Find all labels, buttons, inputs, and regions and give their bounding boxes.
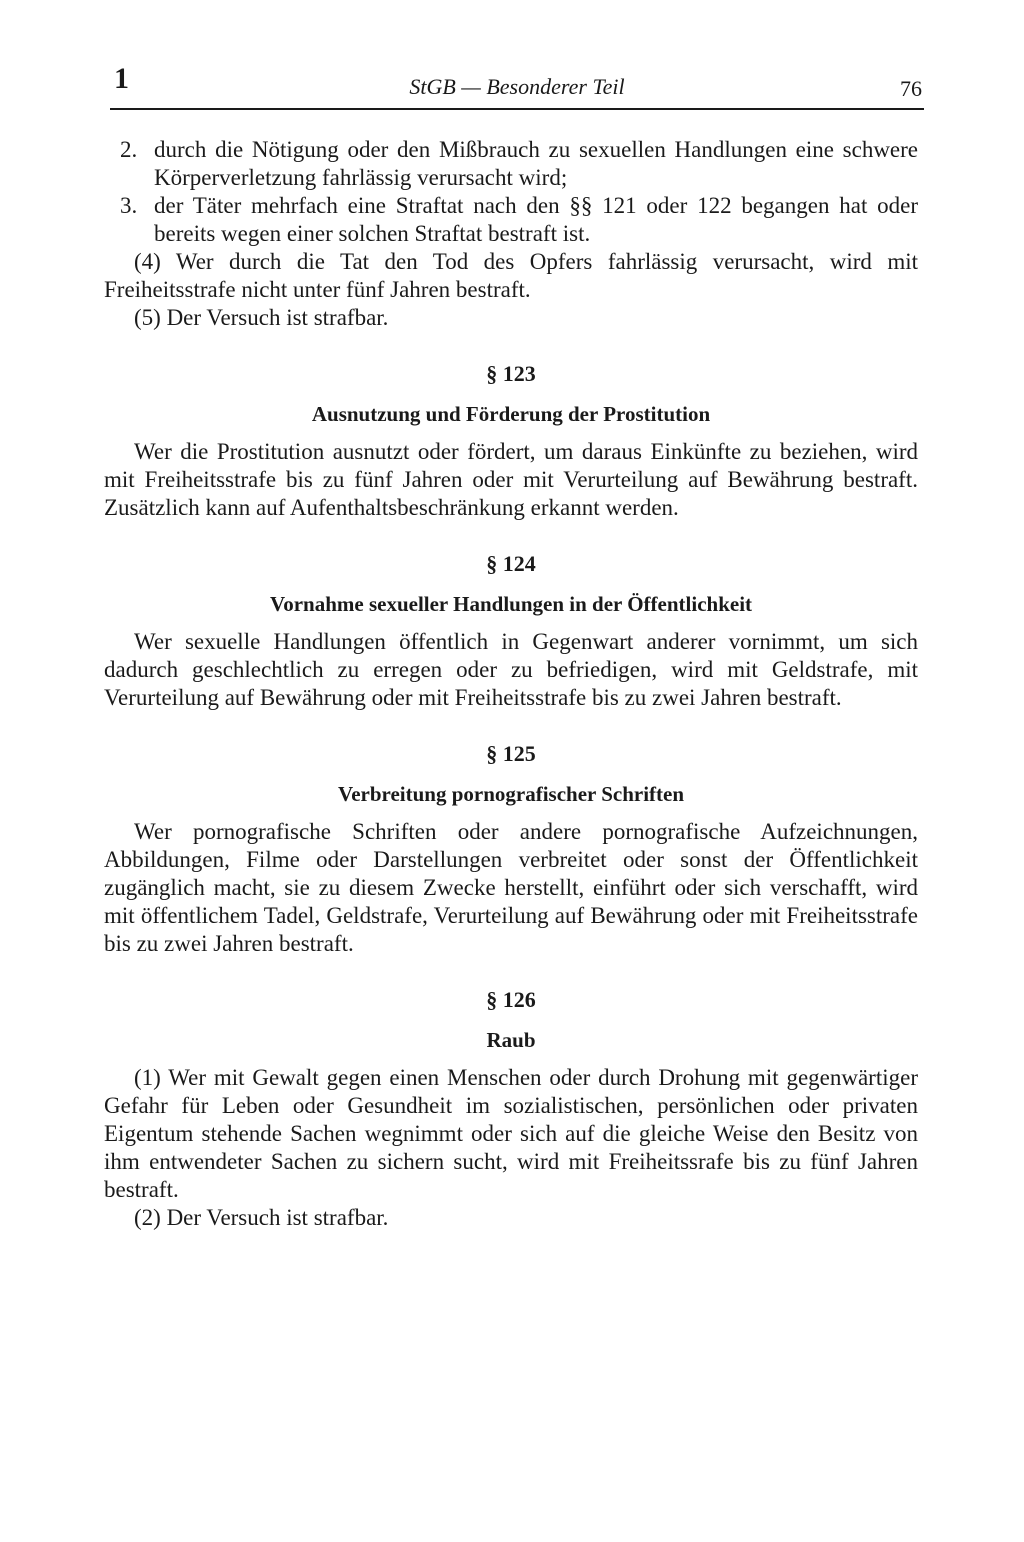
- paragraph: (2) Der Versuch ist strafbar.: [134, 1205, 389, 1230]
- page-number: 76: [900, 76, 922, 101]
- section-number: § 125: [486, 741, 536, 766]
- list-item-number: 3.: [120, 193, 138, 218]
- list-item: [104, 192, 918, 248]
- paragraph: (1) Wer mit Gewalt gegen einen Menschen oder durch Drohung mit gegenwärtiger Gefahr für Leben oder Gesundheit im sozialistischen, persönlichen oder privaten Eigentum stehende Sachen wegnimmt oder sich auf die gleiche Weise den Besitz von ihm entwendeter Sachen zu sichern sucht, wird mit Freiheitssrafe bis zu fünf Jahren bestraft.: [104, 1065, 918, 1202]
- section-number: § 126: [486, 987, 536, 1012]
- section-number: § 124: [486, 551, 536, 576]
- section-title: Raub: [486, 1028, 536, 1052]
- paragraph: Wer sexuelle Handlungen öffentlich in Gegenwart anderer vornimmt, um sich dadurch geschlechtlich zu erregen oder zu befriedigen, wird mit Geldstrafe, mit Verurteilung auf Bewährung oder mit Freiheitsstrafe bis zu zwei Jahren bestraft.: [104, 629, 918, 710]
- paragraph: (5) Der Versuch ist strafbar.: [134, 305, 389, 330]
- document-body: [104, 136, 918, 1232]
- paragraph: Wer pornografische Schriften oder andere pornografische Aufzeichnungen, Abbildungen, Filme oder Darstellungen verbreitet oder sonst der Öffentlichkeit zugänglich macht, sie zu diesem Zwecke herstellt, einführt oder sich verschafft, wird mit öffentlichem Tadel, Geldstrafe, Verurteilung auf Bewährung oder mit Freiheitsstrafe bis zu zwei Jahren bestraft.: [104, 819, 918, 956]
- list-item-text: der Täter mehrfach eine Straftat nach den §§ 121 oder 122 begangen hat oder bereits wegen einer solchen Straftat bestraft ist.: [154, 193, 918, 246]
- list-item-number: 2.: [120, 137, 138, 162]
- paragraph: (4) Wer durch die Tat den Tod des Opfers fahrlässig verursacht, wird mit Freiheitsstrafe nicht unter fünf Jahren bestraft.: [104, 249, 918, 302]
- section-title: Verbreitung pornografischer Schriften: [337, 782, 685, 806]
- section-title: Vornahme sexueller Handlungen in der Öffentlichkeit: [269, 592, 753, 616]
- page-header: [110, 62, 924, 110]
- chapter-number: 1: [114, 62, 129, 95]
- section-number: § 123: [486, 361, 536, 386]
- section-title: Ausnutzung und Förderung der Prostitution: [311, 402, 711, 426]
- running-title: StGB — Besonderer Teil: [409, 74, 625, 99]
- list-item: [104, 136, 918, 192]
- list-item-text: durch die Nötigung oder den Mißbrauch zu sexuellen Handlungen eine schwere Körperverletzung fahrlässig verursacht wird;: [154, 137, 918, 190]
- paragraph: Wer die Prostitution ausnutzt oder fördert, um daraus Einkünfte zu beziehen, wird mit Freiheitsstrafe bis zu fünf Jahren oder mit Verurteilung auf Bewährung bestraft. Zusätzlich kann auf Aufenthaltsbeschränkung erkannt werden.: [104, 439, 918, 520]
